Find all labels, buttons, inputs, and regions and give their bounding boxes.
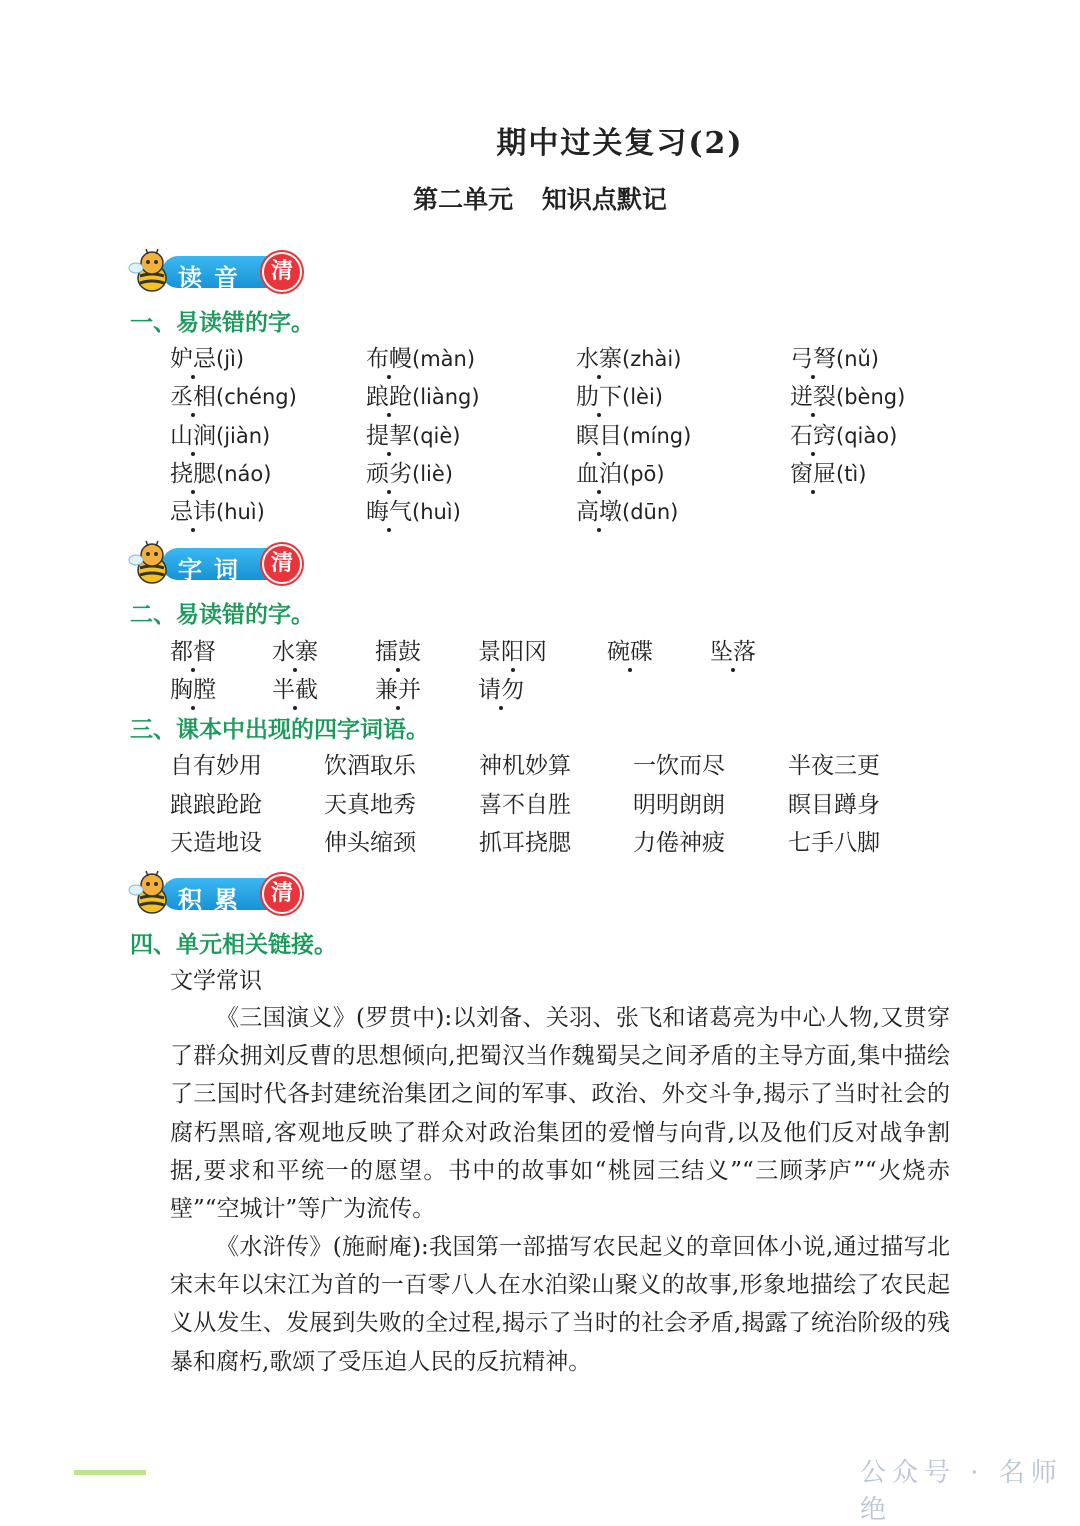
reading-word: 弓弩	[790, 340, 836, 373]
reading-word: 肋下	[576, 378, 622, 411]
accumulate-banner	[128, 868, 304, 918]
word-item	[607, 633, 653, 666]
reading-word: 踉跄	[366, 378, 412, 411]
reading-banner	[128, 246, 304, 296]
reading-item	[366, 455, 453, 488]
reading-pinyin: (jì)	[216, 347, 245, 371]
reading-pinyin: (pō)	[622, 461, 665, 486]
idiom-item: 自有妙用	[170, 753, 262, 779]
idiom-item: 喜不自胜	[479, 791, 571, 818]
word-text: 碗碟	[607, 633, 653, 666]
word-item	[478, 633, 547, 666]
banner-label: 读音	[178, 264, 250, 292]
reading-item	[576, 493, 678, 526]
reading-word: 晦气	[366, 493, 412, 526]
banner-label: 字词	[178, 556, 250, 584]
word-item	[710, 633, 756, 666]
reading-pinyin: (qiè)	[412, 423, 461, 448]
reading-pinyin: (lèi)	[622, 385, 663, 410]
reading-word: 挠腮	[170, 455, 216, 488]
word-text: 擂鼓	[375, 633, 421, 666]
reading-word: 提挈	[366, 417, 412, 450]
seal-icon: 清	[262, 252, 302, 292]
word-text: 兼并	[375, 671, 421, 704]
reading-pinyin: (chéng)	[216, 385, 297, 410]
word-text: 坠落	[710, 633, 756, 666]
reading-word: 窗屉	[790, 455, 836, 488]
heading-accumulate: 四、单元相关链接。	[130, 932, 337, 958]
reading-item	[790, 455, 866, 488]
word-item	[478, 671, 524, 704]
reading-pinyin: (liàng)	[412, 385, 480, 410]
reading-pinyin: (jiàn)	[216, 423, 271, 448]
reading-item	[170, 417, 270, 450]
reading-word: 迸裂	[790, 378, 836, 411]
reading-item	[170, 493, 265, 526]
reading-item	[366, 417, 460, 450]
idiom-item: 瞑目蹲身	[788, 791, 880, 818]
reading-item	[170, 378, 297, 411]
reading-pinyin: (huì)	[412, 500, 461, 525]
paragraph-shuihu: 《水浒传》(施耐庵):我国第一部描写农民起义的章回体小说,通过描写北宋末年以宋江为首的一百零八人在水泊梁山聚义的故事,形象地描绘了农民起义从发生、发展到失败的全过程,揭示了当时的社会矛盾,揭露了统治阶级的残暴和腐朽,歌颂了受压迫人民的反抗精神。	[170, 1234, 950, 1375]
word-text: 胸膛	[170, 671, 216, 704]
reading-item	[790, 340, 879, 373]
reading-item	[366, 340, 475, 373]
reading-pinyin: (huì)	[216, 500, 265, 525]
reading-item	[366, 493, 461, 526]
reading-item	[366, 378, 480, 411]
bee-icon	[128, 538, 180, 588]
reading-word: 血泊	[576, 455, 622, 488]
reading-pinyin: (dūn)	[622, 500, 679, 525]
paragraph-sanguo: 《三国演义》(罗贯中):以刘备、关羽、张飞和诸葛亮为中心人物,又贯穿了群众拥刘反曹的思想倾向,把蜀汉当作魏蜀吴之间矛盾的主导方面,集中描绘了三国时代各封建统治集团之间的军事、政治、外交斗争,揭示了当时社会的腐朽黑暗,客观地反映了群众对政治集团的爱憎与向背,以及他们反对战争割据,要求和平统一的愿望。书中的故事如“桃园三结义”“三顾茅庐”“火烧赤壁”“空城计”等广为流传。	[170, 1005, 950, 1223]
word-item	[272, 671, 318, 704]
word-item	[170, 671, 216, 704]
reading-word: 瞑目	[576, 417, 622, 450]
reading-pinyin: (tì)	[836, 461, 867, 486]
reading-item	[170, 340, 244, 373]
reading-word: 山涧	[170, 417, 216, 450]
reading-item	[576, 417, 691, 450]
idiom-item: 半夜三更	[788, 753, 880, 779]
seal-icon: 清	[262, 874, 302, 914]
reading-pinyin: (míng)	[622, 423, 692, 448]
page-title: 期中过关复习(2)	[496, 126, 744, 161]
heading-words: 二、易读错的字。	[130, 602, 314, 628]
reading-item	[790, 417, 897, 450]
reading-word: 忌讳	[170, 493, 216, 526]
reading-pinyin: (bèng)	[836, 385, 906, 410]
idiom-item: 天造地设	[170, 830, 262, 856]
word-item	[375, 671, 421, 704]
word-text: 半截	[272, 671, 318, 704]
idiom-item: 抓耳挠腮	[479, 830, 571, 856]
idiom-item: 饮酒取乐	[324, 753, 416, 779]
reading-word: 高墩	[576, 493, 622, 526]
reading-pinyin: (náo)	[216, 461, 272, 486]
reading-word: 布幔	[366, 340, 412, 373]
footer-bar	[74, 1470, 146, 1475]
idiom-item: 七手八脚	[788, 830, 880, 856]
reading-item	[576, 340, 681, 373]
bee-icon	[128, 868, 180, 918]
reading-pinyin: (qiào)	[836, 423, 898, 448]
heading-idioms: 三、课本中出现的四字词语。	[130, 717, 429, 743]
idiom-item: 天真地秀	[324, 791, 416, 818]
word-text: 都督	[170, 633, 216, 666]
idiom-item: 踉踉跄跄	[170, 791, 262, 818]
reading-item	[576, 378, 663, 411]
banner-label: 积累	[178, 886, 250, 914]
idiom-item: 明明朗朗	[633, 791, 725, 818]
word-text: 景阳冈	[478, 633, 547, 666]
bee-icon	[128, 246, 180, 296]
reading-word: 丞相	[170, 378, 216, 411]
heading-reading: 一、易读错的字。	[130, 310, 314, 336]
reading-item	[790, 378, 905, 411]
literature-label: 文学常识	[170, 968, 262, 994]
idiom-item: 神机妙算	[479, 753, 571, 779]
reading-pinyin: (nǔ)	[836, 347, 880, 371]
word-text: 水寨	[272, 633, 318, 666]
seal-icon: 清	[262, 544, 302, 584]
word-item	[170, 633, 216, 666]
watermark: 公众号 · 名师绝	[860, 1458, 1063, 1525]
reading-pinyin: (màn)	[412, 347, 476, 371]
reading-word: 水寨	[576, 340, 622, 373]
word-item	[375, 633, 421, 666]
word-text: 请勿	[478, 671, 524, 704]
idiom-item: 力倦神疲	[633, 830, 725, 856]
reading-item	[170, 455, 271, 488]
reading-pinyin: (zhài)	[622, 347, 682, 371]
reading-word: 顽劣	[366, 455, 412, 488]
words-banner	[128, 538, 304, 588]
page-subtitle: 第二单元 知识点默记	[413, 185, 667, 214]
reading-word: 妒忌	[170, 340, 216, 373]
idiom-item: 一饮而尽	[633, 753, 725, 779]
reading-pinyin: (liè)	[412, 461, 453, 486]
idiom-item: 伸头缩颈	[324, 830, 416, 856]
word-item	[272, 633, 318, 666]
reading-item	[576, 455, 665, 488]
reading-word: 石窍	[790, 417, 836, 450]
